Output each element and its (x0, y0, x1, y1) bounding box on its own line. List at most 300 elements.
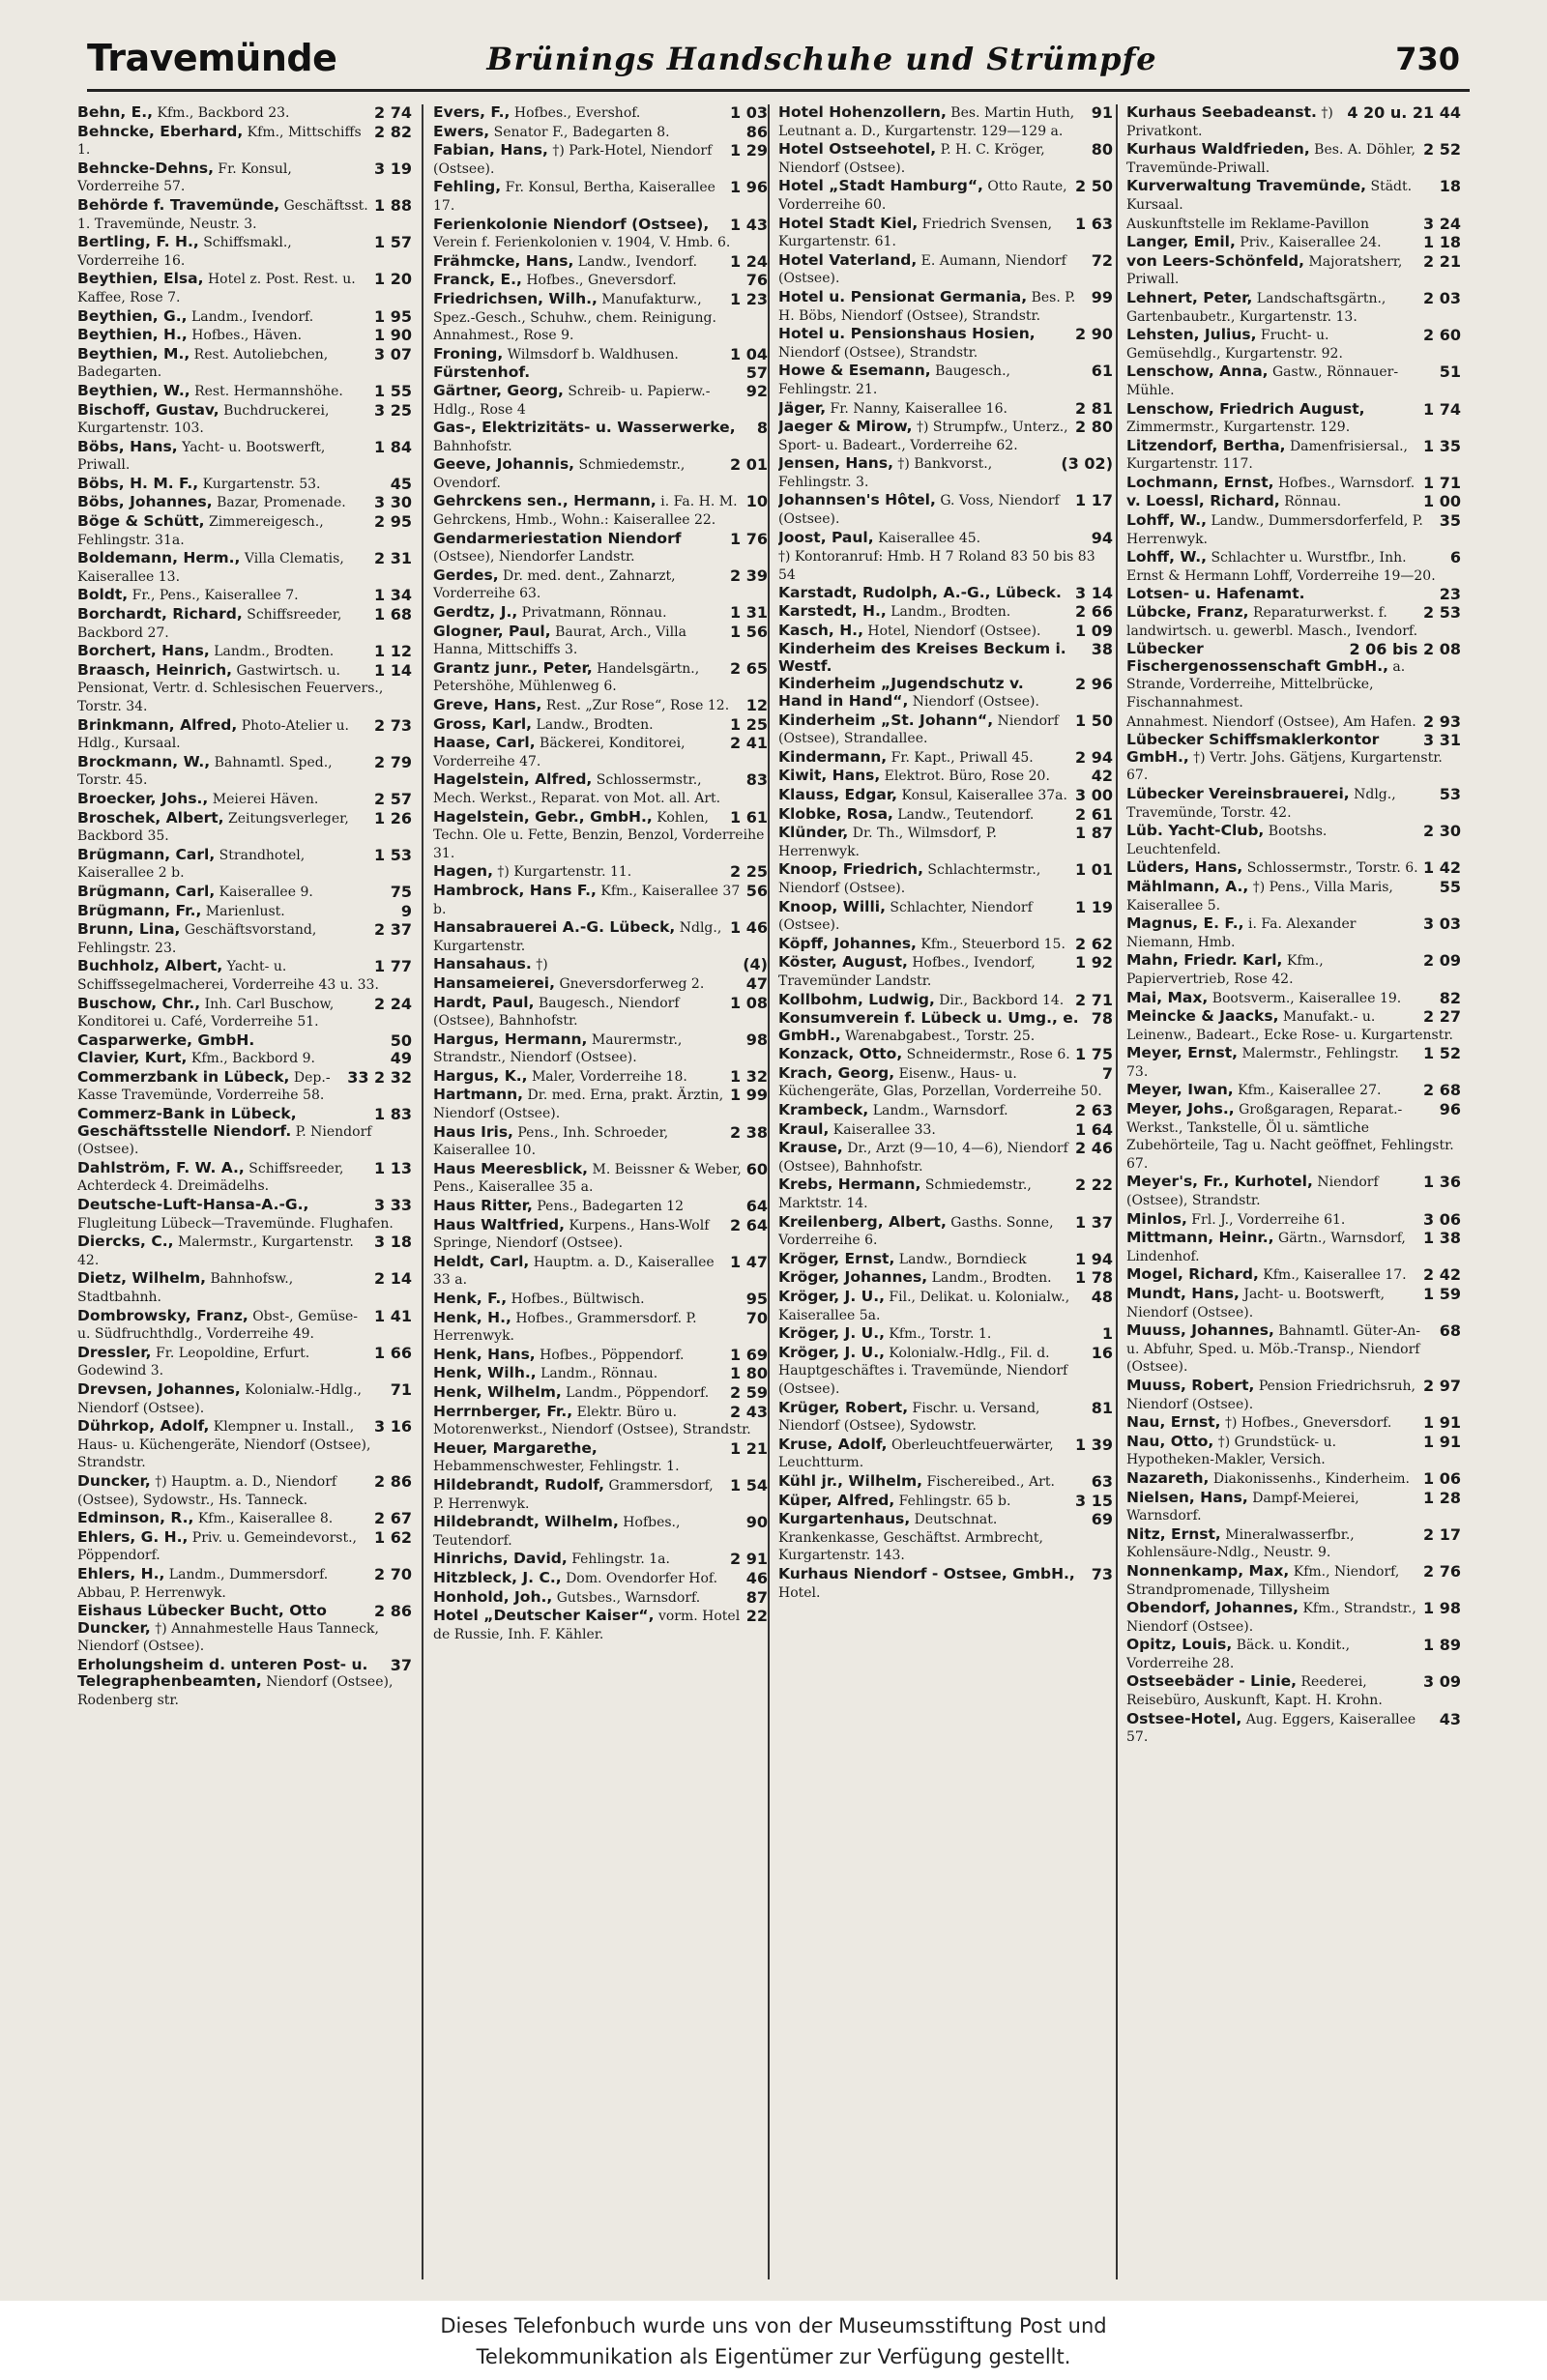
subscriber-detail: Rönnau. (1279, 494, 1342, 510)
phone-number: 3 24 (1423, 214, 1461, 233)
phone-number: 1 37 (1075, 1212, 1113, 1232)
phone-number: 47 (745, 973, 768, 993)
directory-entry (433, 1384, 770, 1403)
directory-entry (1126, 401, 1463, 437)
directory-entry (1126, 1266, 1463, 1285)
subscriber-detail: Zimmermstr., Kurgartenstr. 129. (1126, 420, 1351, 436)
phone-number: 3 18 (374, 1233, 412, 1252)
subscriber-detail: Klempner u. Install., Haus- u. Küchengeräte, Niendorf (Ostsee), Strandstr. (77, 1419, 371, 1471)
subscriber-detail: †) (531, 957, 548, 973)
phone-number: 90 (745, 1513, 768, 1532)
phone-number: 1 68 (374, 605, 412, 624)
subscriber-name: Lehsten, Julius, (1126, 326, 1257, 344)
directory-entry (433, 493, 770, 529)
subscriber-detail: Manufakturw., Spez.-Gesch., Schuhw., chem. Reinigung. Annahmest., Rose 9. (433, 291, 716, 344)
phone-number: 48 (1091, 1288, 1113, 1306)
subscriber-detail: Dep.-Kasse Travemünde, Vorderreihe 58. (77, 1069, 331, 1104)
subscriber-name: Mittmann, Heinr., (1126, 1229, 1274, 1247)
subscriber-name: Broecker, Johs., (77, 789, 209, 807)
subscriber-detail: Niendorf (Ostsee), Strandstr. (1126, 1175, 1379, 1209)
subscriber-name: Henk, H., (433, 1308, 511, 1326)
subscriber-name: Köster, August, (778, 953, 908, 972)
phone-number: 73 (1091, 1564, 1113, 1583)
subscriber-detail: Photo-Atelier u. Hdlg., Kursaal. (77, 717, 350, 752)
directory-entry (77, 1566, 414, 1602)
subscriber-name: Kurverwaltung Travemünde, (1126, 177, 1367, 195)
subscriber-name: Drevsen, Johannes, (77, 1379, 241, 1398)
subscriber-name: von Leers-Schönfeld, (1126, 251, 1305, 270)
subscriber-name: Frähmcke, Hans, (433, 251, 574, 270)
phone-number: 64 (745, 1197, 768, 1216)
directory-entry (77, 1270, 414, 1306)
subscriber-name: Lüb. Yacht-Club, (1126, 822, 1265, 840)
phone-number: 86 (745, 122, 768, 141)
subscriber-detail: Zimmereigesch., Fehlingstr. 31a. (77, 514, 324, 548)
directory-entry (77, 1050, 414, 1068)
subscriber-detail: Kfm., Backbord 23. (153, 105, 290, 121)
directory-entry (778, 141, 1115, 177)
phone-number: 75 (390, 882, 412, 901)
subscriber-detail: †) Hofbes., Gneversdorf. (1220, 1415, 1392, 1432)
subscriber-name: Haus Iris, (433, 1122, 513, 1141)
phone-number: 3 16 (374, 1417, 412, 1437)
subscriber-detail: Kaiserallee 45. (873, 530, 981, 546)
subscriber-detail: Bazar, Promenade. (212, 495, 346, 511)
subscriber-name: Hildebrandt, Rudolf, (433, 1475, 605, 1494)
subscriber-name: Beythien, H., (77, 326, 188, 344)
directory-entry (433, 364, 770, 382)
subscriber-name: Böbs, H. M. F., (77, 474, 199, 492)
column-divider (768, 104, 770, 2279)
subscriber-detail: Inh. Carl Buschow, Konditorei u. Café, Vorderreihe 51. (77, 996, 335, 1030)
directory-entry (778, 641, 1115, 675)
phone-number: 2 17 (1423, 1524, 1461, 1544)
phone-number: 83 (745, 770, 768, 790)
directory-entry (77, 327, 414, 345)
phone-number: 1 54 (730, 1475, 768, 1495)
subscriber-detail: Geschäftsvorstand, Fehlingstr. 23. (77, 922, 317, 956)
phone-number: 1 08 (730, 993, 768, 1012)
directory-entry (1126, 549, 1463, 585)
subscriber-name: Lotsen- u. Hafenamt. (1126, 585, 1305, 603)
subscriber-detail: †) Strumpfw., Unterz., Sport- u. Badeart., Vorderreihe 62. (778, 420, 1068, 453)
directory-entry (1126, 1045, 1463, 1081)
directory-entry (1126, 493, 1463, 511)
subscriber-detail: Fr., Pens., Kaiserallee 7. (128, 588, 299, 604)
directory-entry (77, 1197, 414, 1233)
phone-number: 2 06 bis 2 08 (1349, 640, 1461, 659)
directory-entry (1126, 234, 1463, 252)
phone-number: 70 (745, 1308, 768, 1327)
directory-entry (433, 1404, 770, 1439)
directory-entry (77, 1308, 414, 1344)
page-number: 730 (1395, 41, 1460, 77)
phone-number: 1 06 (1423, 1468, 1461, 1488)
directory-entry (778, 530, 1115, 548)
directory-entry (778, 1251, 1115, 1269)
directory-entry (1126, 253, 1463, 289)
subscriber-name: Glogner, Paul, (433, 622, 551, 640)
directory-entry (77, 104, 414, 123)
subscriber-detail: Bahnamtl. Sped., Torstr. 45. (77, 754, 333, 789)
subscriber-detail: Hofbes., Grammersdorf. P. Herrenwyk. (433, 1310, 697, 1345)
subscriber-detail: †) Grundstück- u. Hypotheken-Makler, Versich. (1126, 1434, 1337, 1468)
subscriber-detail: Pens., Badegarten 12 (532, 1199, 685, 1215)
phone-number: 1 46 (730, 918, 768, 938)
subscriber-name: Konzack, Otto, (778, 1045, 903, 1063)
subscriber-name: Lübecker Vereinsbrauerei, (1126, 784, 1350, 802)
directory-entry (77, 903, 414, 921)
directory-entry (433, 809, 770, 863)
subscriber-name: Nielsen, Hans, (1126, 1488, 1248, 1506)
subscriber-detail: Pension Friedrichsruh, Niendorf (Ostsee). (1126, 1378, 1416, 1412)
directory-entry (778, 1214, 1115, 1250)
subscriber-detail: Frl. J., Vorderreihe 61. (1186, 1211, 1346, 1228)
directory-entry (77, 1529, 414, 1565)
phone-number: 46 (745, 1568, 768, 1587)
subscriber-name: Mai, Max, (1126, 988, 1209, 1006)
phone-number: 96 (1439, 1100, 1461, 1119)
subscriber-detail: Dir., Backbord 14. (934, 992, 1065, 1008)
directory-entry (1126, 1526, 1463, 1562)
subscriber-name: Heldt, Carl, (433, 1252, 530, 1270)
directory-entry (77, 1418, 414, 1472)
subscriber-detail: Niendorf (Ostsee), Strandallee. (778, 712, 1059, 747)
phone-number: 2 39 (730, 566, 768, 585)
phone-number: 76 (745, 271, 768, 290)
phone-number: 16 (1091, 1343, 1113, 1362)
subscriber-name: Duncker, (77, 1471, 151, 1490)
directory-entry (778, 1437, 1115, 1472)
subscriber-name: Henk, Hans, (433, 1345, 536, 1363)
directory-entry (778, 289, 1115, 325)
phone-number: 3 03 (1423, 914, 1461, 934)
phone-number: 43 (1439, 1709, 1461, 1728)
subscriber-detail: Fr. Konsul, Vorderreihe 57. (77, 160, 292, 195)
phone-number: 1 32 (730, 1066, 768, 1086)
phone-number: 1 26 (374, 808, 412, 827)
phone-number: 1 84 (374, 437, 412, 456)
phone-number: 1 01 (1075, 860, 1113, 880)
phone-number: 1 63 (1075, 214, 1113, 233)
directory-entry (778, 899, 1115, 935)
directory-entry (778, 936, 1115, 954)
subscriber-name: Mählmann, A., (1126, 877, 1249, 895)
directory-entry (77, 1603, 414, 1656)
subscriber-detail: Maler, Vorderreihe 18. (527, 1068, 687, 1085)
subscriber-name: Kruse, Adolf, (778, 1435, 888, 1453)
subscriber-name: Haus Meeresblick, (433, 1159, 589, 1177)
subscriber-detail: Rest. Hermannshöhe. (190, 383, 343, 399)
directory-entry (778, 768, 1115, 786)
subscriber-name: Johannsen's Hôtel, (778, 491, 936, 509)
subscriber-detail: Hauptm. a. D., Kaiserallee 33 a. (433, 1254, 715, 1289)
directory-entry (433, 1477, 770, 1513)
directory-entry (433, 1440, 770, 1476)
subscriber-detail: Bes. Martin Huth, Leutnant a. D., Kurgartenstr. 129—129 a. (778, 105, 1075, 139)
subscriber-name: Mogel, Richard, (1126, 1265, 1259, 1284)
subscriber-detail: Landm., Dummersdorf. Abbau, P. Herrenwyk. (77, 1566, 329, 1601)
directory-entry (77, 271, 414, 306)
subscriber-name: Krebs, Hermann, (778, 1175, 921, 1194)
directory-entry (77, 662, 414, 716)
phone-number: 2 24 (374, 994, 412, 1013)
directory-entry (778, 1176, 1115, 1212)
subscriber-name: Obendorf, Johannes, (1126, 1599, 1299, 1617)
subscriber-detail: Elektr. Büro u. Motorenwerkst., Niendorf (Ostsee), Strandstr. (433, 1404, 751, 1438)
phone-number: 1 99 (730, 1086, 768, 1105)
phone-number: 2 82 (374, 122, 412, 141)
subscriber-name: Boldt, (77, 586, 129, 604)
subscriber-name: Kröger, J. U., (778, 1343, 885, 1361)
directory-entry (433, 1124, 770, 1160)
subscriber-name: Krach, Georg, (778, 1063, 895, 1082)
directory-entry (77, 476, 414, 494)
subscriber-detail: Landm., Brodten. (927, 1270, 1052, 1287)
subscriber-detail: Konsul, Kaiserallee 37a. (897, 787, 1067, 803)
subscriber-detail: Schmiedemstr., Ovendorf. (433, 457, 686, 491)
directory-entry (1126, 952, 1463, 988)
subscriber-name: Magnus, E. F., (1126, 914, 1244, 933)
subscriber-detail: Landw., Brodten. (532, 716, 654, 733)
phone-number: 18 (1439, 177, 1461, 196)
subscriber-detail: Dr., Arzt (9—10, 4—6), Niendorf (Ostsee), Bahnhofstr. (778, 1141, 1068, 1175)
phone-number: 3 31 (1423, 731, 1461, 750)
subscriber-detail: Auskunftstelle im Reklame-Pavillon (1126, 216, 1369, 232)
directory-entry (77, 884, 414, 902)
subscriber-name: Fehling, (433, 178, 502, 196)
phone-number: 1 18 (1423, 233, 1461, 252)
subscriber-name: Brinkmann, Alfred, (77, 715, 238, 734)
subscriber-name: Hargus, Hermann, (433, 1030, 588, 1048)
phone-number: 1 66 (374, 1343, 412, 1362)
subscriber-detail: Marienlust. (201, 903, 285, 919)
subscriber-name: Nitz, Ernst, (1126, 1524, 1221, 1543)
subscriber-name: Grantz junr., Peter, (433, 658, 593, 677)
directory-entry (77, 160, 414, 196)
subscriber-detail: Kfm., Backbord 9. (187, 1051, 315, 1067)
subscriber-name: Brügmann, Carl, (77, 845, 216, 863)
subscriber-detail: Hotel z. Post. Rest. u. Kaffee, Rose 7. (77, 272, 356, 305)
subscriber-name: Krause, (778, 1139, 843, 1157)
directory-entry (433, 291, 770, 345)
subscriber-name: Krüger, Robert, (778, 1398, 909, 1416)
subscriber-detail: †) Park-Hotel, Niendorf (Ostsee). (433, 143, 713, 177)
subscriber-name: Hotel u. Pensionat Germania, (778, 287, 1028, 305)
subscriber-detail: Obst-, Gemüse- u. Südfruchthdlg., Vorderreihe 49. (77, 1308, 359, 1343)
subscriber-name: Broschek, Albert, (77, 808, 224, 827)
phone-number: 80 (1091, 140, 1113, 160)
directory-entry (778, 603, 1115, 622)
subscriber-detail: Meierei Häven. (208, 791, 319, 807)
directory-entry (77, 717, 414, 753)
subscriber-name: Beythien, G., (77, 306, 188, 325)
phone-number: 1 78 (1075, 1268, 1113, 1288)
subscriber-detail: †) Pens., Villa Maris, Kaiserallee 5. (1126, 879, 1393, 914)
directory-entry (778, 1140, 1115, 1175)
subscriber-name: Ferienkolonie Niendorf (Ostsee), (433, 215, 710, 233)
subscriber-name: Gross, Karl, (433, 714, 533, 733)
phone-number: 95 (745, 1290, 768, 1308)
subscriber-detail: Geschäftsst. 1. Travemünde, Neustr. 3. (77, 197, 368, 232)
subscriber-name: Brügmann, Carl, (77, 882, 216, 900)
subscriber-name: Hargus, K., (433, 1066, 528, 1085)
phone-number: 1 98 (1423, 1599, 1461, 1618)
directory-entry (778, 1511, 1115, 1565)
ownership-notice (0, 2301, 1547, 2380)
subscriber-name: Meyer, Ernst, (1126, 1044, 1238, 1062)
directory-entry (778, 363, 1115, 398)
directory-entry (433, 771, 770, 807)
subscriber-name: Mahn, Friedr. Karl, (1126, 951, 1283, 970)
subscriber-detail: Flugleitung Lübeck—Travemünde. Flughafen. (77, 1215, 394, 1232)
subscriber-name: Kröger, Ernst, (778, 1249, 895, 1267)
phone-number: 3 30 (374, 493, 412, 512)
notice-line-1: Dieses Telefonbuch wurde uns von der Museumsstiftung Post und (440, 2314, 1107, 2337)
directory-entry (77, 1069, 414, 1105)
directory-entry (778, 749, 1115, 768)
subscriber-detail: Gastwirtsch. u. Pensionat, Vertr. d. Schlesischen Feuervers., Torstr. 34. (77, 662, 384, 714)
directory-entry (433, 716, 770, 735)
directory-entry (433, 1347, 770, 1365)
directory-entry (433, 531, 770, 566)
phone-number: 2 61 (1075, 804, 1113, 824)
subscriber-detail: Schlachter u. Wurstfbr., Inh. Ernst & Hermann Lohff, Vorderreihe 19—20. (1126, 550, 1436, 584)
subscriber-detail: Priv. u. Gemeindevorst., Pöppendorf. (77, 1529, 357, 1564)
phone-number: 1 56 (730, 622, 768, 641)
subscriber-detail: Kohlen, Techn. Ole u. Fette, Benzin, Benzol, Vorderreihe 31. (433, 809, 765, 861)
subscriber-detail: Hofbes., Häven. (187, 328, 303, 344)
phone-number: 3 33 (374, 1196, 412, 1215)
directory-entry (433, 567, 770, 603)
subscriber-detail: a. Strande, Vorderreihe, Mittelbrücke, Fischannahmest. (1126, 658, 1406, 711)
subscriber-detail: Aug. Eggers, Kaiserallee 57. (1126, 1711, 1416, 1746)
directory-entry (1126, 216, 1463, 234)
subscriber-detail: Kfm., Kaiserallee 27. (1233, 1083, 1382, 1099)
phone-number: 1 04 (730, 344, 768, 363)
subscriber-name: Hagen, (433, 862, 493, 881)
phone-number: 9 (400, 901, 412, 920)
directory-entry (77, 754, 414, 790)
subscriber-detail: Kfm., Steuerbord 15. (916, 936, 1065, 952)
phone-number: 35 (1439, 511, 1461, 531)
subscriber-name: Kiwit, Hans, (778, 767, 881, 785)
subscriber-name: Ehlers, G. H., (77, 1527, 189, 1546)
subscriber-detail: Schlachter, Niendorf (Ostsee). (778, 899, 1033, 934)
subscriber-name: Hotel Hohenzollern, (778, 104, 947, 121)
subscriber-detail: Schlachtermstr., Niendorf (Ostsee). (778, 862, 1041, 896)
phone-number: 1 29 (730, 141, 768, 160)
subscriber-detail: (Ostsee), Niendorfer Landstr. (433, 549, 635, 566)
phone-number: 1 13 (374, 1158, 412, 1177)
subscriber-detail: Hofbes., Teutendorf. (433, 1515, 681, 1549)
phone-number: 2 67 (374, 1509, 412, 1528)
phone-number: 1 91 (1423, 1413, 1461, 1433)
subscriber-name: Nau, Otto, (1126, 1432, 1214, 1450)
directory-entry (77, 606, 414, 642)
subscriber-name: Nau, Ernst, (1126, 1413, 1221, 1432)
directory-entry (77, 791, 414, 809)
directory-entry (1126, 1008, 1463, 1044)
subscriber-name: Haus Ritter, (433, 1197, 533, 1215)
directory-entry (433, 1087, 770, 1122)
directory-entry (1126, 990, 1463, 1008)
directory-entry (433, 604, 770, 623)
directory-entry (778, 1065, 1115, 1101)
phone-number: 50 (390, 1030, 412, 1050)
phone-number: 1 23 (730, 289, 768, 308)
subscriber-detail: Gutsbes., Warnsdorf. (552, 1589, 701, 1606)
phone-number: 1 59 (1423, 1285, 1461, 1303)
subscriber-name: Henk, Wilh., (433, 1364, 537, 1382)
phone-number: 2 27 (1423, 1007, 1461, 1027)
directory-entry (77, 1510, 414, 1528)
subscriber-detail: Majoratsherr, Priwall. (1126, 253, 1403, 288)
subscriber-name: Haase, Carl, (433, 734, 536, 752)
phone-number: 2 53 (1423, 603, 1461, 623)
subscriber-detail: Yacht- u. Schiffssegelmacherei, Vorderreihe 43 u. 33. (77, 959, 379, 993)
directory-entry (778, 861, 1115, 897)
phone-number: 1 91 (1423, 1432, 1461, 1451)
phone-number: 2 01 (730, 455, 768, 475)
subscriber-name: Kindermann, (778, 747, 888, 766)
subscriber-name: Hansameierei, (433, 973, 555, 992)
subscriber-name: Hotel Ostseehotel, (778, 140, 937, 159)
subscriber-name: Klauss, Edgar, (778, 785, 898, 803)
subscriber-detail: Bahnhofsw., Stadtbahnh. (77, 1271, 294, 1305)
subscriber-detail: †) Bankvorst., Fehlingstr. 3. (778, 456, 993, 490)
directory-entry (1126, 586, 1463, 603)
subscriber-detail: Landw., Dummersdorferfeld, P. Herrenwyk. (1126, 513, 1423, 547)
directory-entry (778, 492, 1115, 528)
column-1 (77, 104, 414, 2289)
phone-number: 1 52 (1423, 1044, 1461, 1063)
phone-number: 1 90 (374, 326, 412, 345)
phone-number: 1 38 (1423, 1229, 1461, 1248)
subscriber-name: Commerzbank in Lübeck, (77, 1067, 290, 1086)
subscriber-detail: Reederei, Reisebüro, Auskunft, Kapt. H. Krohn. (1126, 1674, 1383, 1709)
directory-entry (433, 456, 770, 492)
subscriber-name: Ostseebäder - Linie, (1126, 1672, 1298, 1691)
phone-number: 1 39 (1075, 1435, 1113, 1454)
subscriber-name: Dietz, Wilhelm, (77, 1269, 207, 1288)
phone-number: 2 31 (374, 549, 412, 568)
directory-entry (778, 1473, 1115, 1492)
directory-entry (1126, 475, 1463, 493)
subscriber-detail: Jacht- u. Bootswerft, Niendorf (Ostsee). (1126, 1287, 1386, 1321)
phone-number: 1 24 (730, 251, 768, 271)
phone-number: 1 89 (1423, 1636, 1461, 1655)
phone-number: 1 57 (374, 233, 412, 252)
subscriber-detail: Kfm., Kaiserallee 37 b. (433, 883, 741, 917)
directory-entry (77, 197, 414, 233)
subscriber-detail: Eisenw., Haus- u. Küchengeräte, Glas, Porzellan, Vorderreihe 50. (778, 1065, 1102, 1100)
directory-entry (77, 346, 414, 382)
subscriber-detail: E. Aumann, Niendorf (Ostsee). (778, 252, 1066, 287)
phone-number: 2 66 (1075, 602, 1113, 622)
subscriber-name: Kurgartenhaus, (778, 1510, 911, 1528)
directory-entry (77, 810, 414, 846)
phone-number: 2 71 (1075, 990, 1113, 1009)
phone-number: (4) (743, 955, 768, 974)
directory-entry (1126, 104, 1463, 140)
subscriber-name: Boldemann, Herm., (77, 549, 241, 567)
subscriber-name: Joost, Paul, (778, 528, 874, 546)
subscriber-name: Kollbohm, Ludwig, (778, 990, 935, 1008)
subscriber-detail: Landm., Brodten. (886, 604, 1011, 621)
phone-number: 1 55 (374, 381, 412, 400)
column-4 (1126, 104, 1463, 2289)
